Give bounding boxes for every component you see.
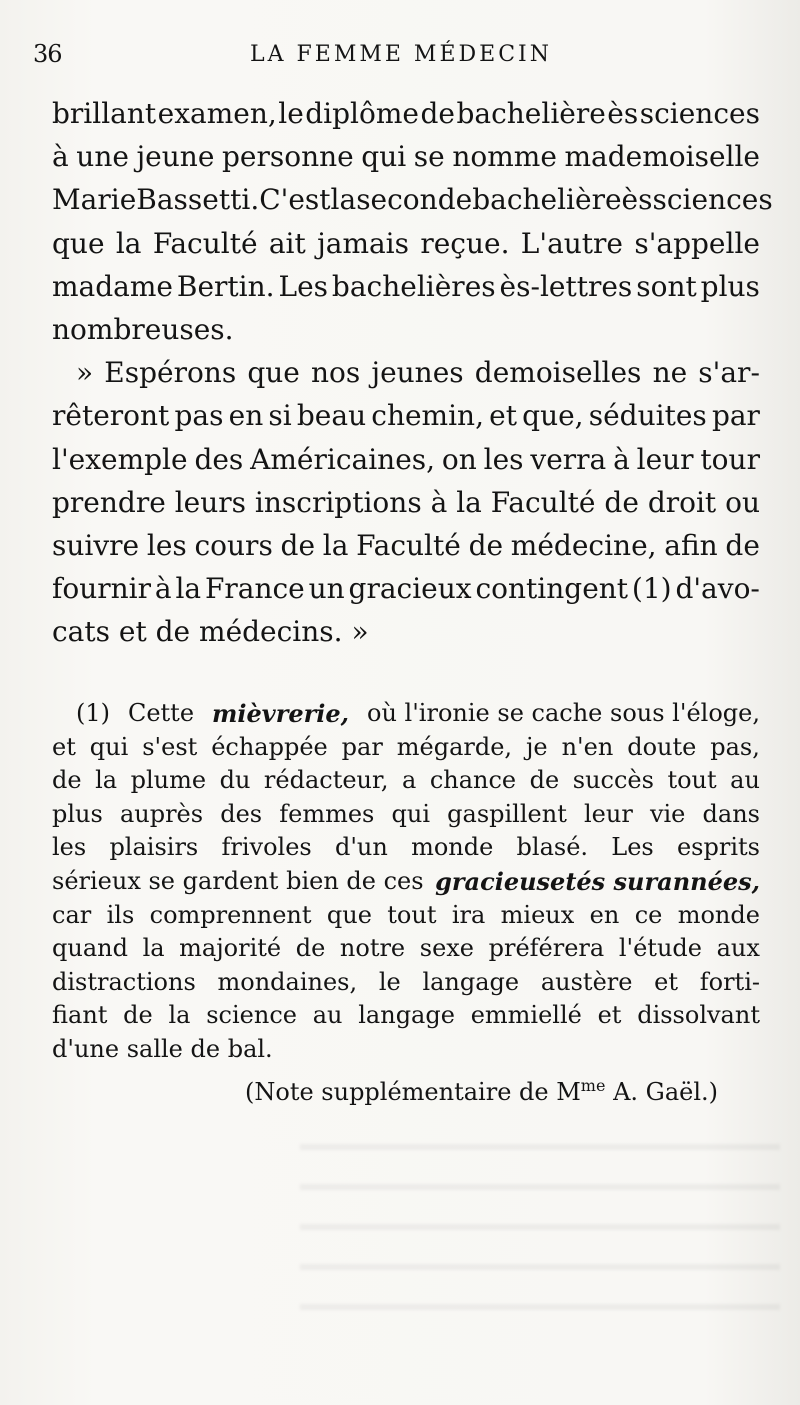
footnote-line: et qui s'est échappée par mégarde, je n'en doute pas, bbox=[52, 732, 760, 761]
footnote-line: quand la majorité de notre sexe préférera l'étude aux bbox=[52, 934, 760, 963]
footnote-text: sérieux se gardent bien de ces bbox=[52, 866, 424, 895]
footnote-line: fiant de la science au langage emmiellé et dissolvant bbox=[52, 1001, 760, 1030]
body-line: brillant examen, le diplôme de bachelière ès sciences bbox=[52, 97, 760, 130]
attribution-superscript: me bbox=[580, 1076, 606, 1095]
footnote-line bbox=[52, 697, 760, 731]
footnote-text: Cette bbox=[127, 699, 195, 727]
body-line: madame Bertin. Les bachelières ès-lettres sont plus bbox=[52, 269, 760, 303]
body-line: l'exemple des Américaines, on les verra à leur tour bbox=[52, 442, 760, 476]
body-text bbox=[52, 92, 773, 653]
footnote-emphasis: gracieusetés surannées, bbox=[435, 866, 760, 896]
footnote-marker: (1) bbox=[76, 699, 110, 727]
footnote bbox=[52, 697, 760, 1067]
body-line: rêteront pas en si beau chemin, et que, séduites par bbox=[52, 399, 760, 433]
running-title: LA FEMME MÉDECIN bbox=[250, 42, 552, 67]
footnote-attribution bbox=[245, 1078, 718, 1106]
footnote-line: car ils comprennent que tout ira mieux en ce monde bbox=[52, 900, 760, 929]
attribution-suffix: A. Gaël.) bbox=[605, 1078, 719, 1106]
body-line: que la Faculté ait jamais reçue. L'autre s'appelle bbox=[52, 226, 760, 260]
page-number: 36 bbox=[33, 40, 62, 68]
footnote-line: de la plume du rédacteur, a chance de succès tout au bbox=[52, 766, 760, 795]
body-line: Marie Bassetti. C'est la seconde bachelière ès sciences bbox=[52, 183, 773, 217]
footnote-line: distractions mondaines, le langage austère et forti- bbox=[52, 967, 760, 996]
body-line: nombreuses. bbox=[52, 312, 234, 346]
footnote-emphasis: mièvrerie, bbox=[212, 699, 350, 728]
footnote-line: d'une salle de bal. bbox=[52, 1034, 273, 1063]
attribution-prefix: (Note supplémentaire de M bbox=[245, 1078, 581, 1106]
body-line: fournir à la France un gracieux contingent (1) d'avo- bbox=[52, 572, 760, 606]
footnote-text: où l'ironie se cache sous l'éloge, bbox=[367, 699, 760, 727]
footnote-line: les plaisirs frivoles d'un monde blasé. Les esprits bbox=[52, 833, 760, 862]
show-through-bleed bbox=[300, 1110, 780, 1310]
footnote-line: plus auprès des femmes qui gaspillent leur vie dans bbox=[52, 799, 760, 828]
body-line: » Espérons que nos jeunes demoiselles ne s'ar- bbox=[76, 356, 760, 390]
body-line: cats et de médecins. » bbox=[52, 615, 369, 649]
body-line: prendre leurs inscriptions à la Faculté de droit ou bbox=[52, 485, 760, 519]
page-header bbox=[33, 40, 759, 76]
footnote-line bbox=[52, 865, 760, 899]
body-line: à une jeune personne qui se nomme mademoiselle bbox=[52, 140, 760, 174]
body-line: suivre les cours de la Faculté de médecine, afin de bbox=[52, 528, 760, 562]
